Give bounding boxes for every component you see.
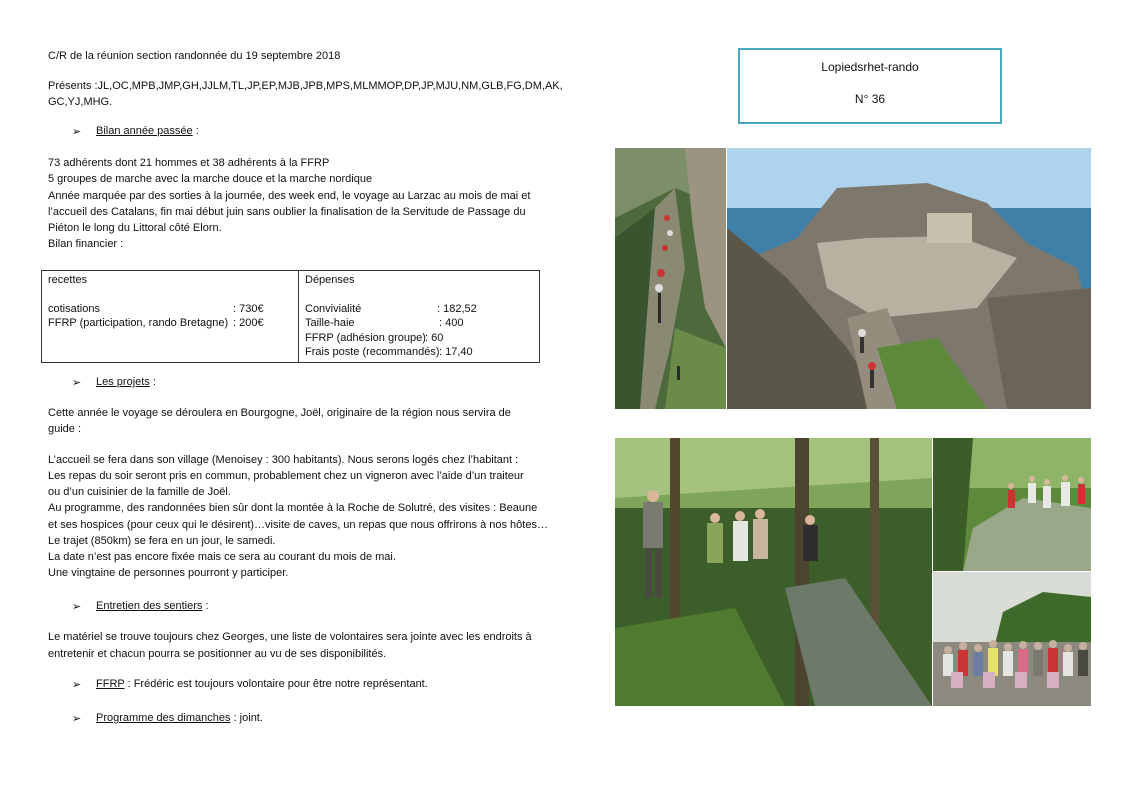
presents-line-1: Présents :JL,OC,MPB,JMP,GH,JJLM,TL,JP,EP,MJB,JPB,MPS,MLMMOP,DP,JP,MJU,NM,GLB,FG,DM,AK, bbox=[48, 80, 563, 92]
programme-title: Programme des dimanches bbox=[96, 712, 231, 724]
bullet-arrow-icon: ➢ bbox=[72, 126, 82, 138]
bilan-line: Année marquée par des sorties à la journée, des week end, le voyage au Larzac au mois de mai et bbox=[48, 190, 531, 202]
recette-label: FFRP (participation, rando Bretagne) bbox=[48, 317, 229, 329]
projets-line: L’accueil se fera dans son village (Menoisey : 300 habitants). Nous serons logés chez l’habitant : bbox=[48, 454, 519, 466]
depenses-header: Dépenses bbox=[305, 274, 355, 286]
bilan-financier-label: Bilan financier : bbox=[48, 238, 124, 250]
depense-label: Frais poste (recommandés) bbox=[305, 346, 440, 358]
projets-line: La date n’est pas encore fixée mais ce sera au courant du mois de mai. bbox=[48, 551, 396, 563]
report-title: C/R de la réunion section randonnée du 19 septembre 2018 bbox=[48, 50, 341, 62]
depense-label: FFRP (adhésion groupe) bbox=[305, 331, 426, 344]
presents-line-2: GC,YJ,MHG. bbox=[48, 96, 113, 108]
newsletter-title-box bbox=[738, 48, 1002, 124]
entretien-title: Entretien des sentiers bbox=[96, 600, 203, 612]
photo-sea-fort bbox=[727, 148, 1091, 409]
projets-line: ou d’un cuisinier de la famille de Joël. bbox=[48, 486, 231, 498]
depense-value: : 182,52 bbox=[437, 302, 477, 315]
depense-row bbox=[305, 345, 533, 360]
recette-label: cotisations bbox=[48, 302, 100, 315]
bilan-title-suffix: : bbox=[192, 125, 199, 137]
bullet-arrow-icon: ➢ bbox=[72, 679, 82, 691]
bilan-line: 5 groupes de marche avec la marche douce et la marche nordique bbox=[48, 173, 373, 185]
newsletter-name: Lopiedsrhet-rando bbox=[821, 60, 919, 74]
section-programme bbox=[96, 712, 263, 724]
entretien-title-suffix: : bbox=[202, 600, 209, 612]
bilan-line: 73 adhérents dont 21 hommes et 38 adhérents à la FFRP bbox=[48, 157, 330, 169]
depense-label: Convivialité bbox=[305, 302, 362, 315]
photo-forest-stream-hikers bbox=[615, 438, 932, 706]
entretien-line: entretenir et chacun pourra se positionner au vu de ses disponibilités. bbox=[48, 648, 387, 660]
ffrp-text: : Frédéric est toujours volontaire pour être notre représentant. bbox=[124, 678, 428, 690]
recettes-header: recettes bbox=[48, 274, 88, 286]
projets-intro-line: Cette année le voyage se déroulera en Bourgogne, Joël, originaire de la région nous servira de bbox=[48, 407, 511, 419]
depense-value: : 17,40 bbox=[439, 346, 473, 358]
finance-table bbox=[41, 270, 540, 363]
depense-label: Taille-haie bbox=[305, 317, 355, 329]
projets-line: Les repas du soir seront pris en commun, probablement chez un vigneron avec l’aide d’un traiteur bbox=[48, 470, 524, 482]
bilan-line: Piéton le long du Littoral côté Elorn. bbox=[48, 222, 222, 234]
projets-title: Les projets bbox=[96, 376, 150, 388]
photo-coastal-path-hikers bbox=[615, 148, 726, 409]
photo-group-portrait bbox=[933, 572, 1091, 706]
projets-line: Une vingtaine de personnes pourront y participer. bbox=[48, 567, 289, 579]
recette-value: : 200€ bbox=[233, 317, 264, 329]
bilan-title: Bilan année passée bbox=[96, 125, 193, 137]
newsletter-number: N° 36 bbox=[854, 92, 886, 106]
recette-row bbox=[48, 302, 292, 317]
bilan-line: l’accueil des Catalans, fin mai début juin sans oublier la finalisation de la Servitude de Passage du bbox=[48, 206, 526, 218]
depense-row bbox=[305, 316, 533, 331]
entretien-line: Le matériel se trouve toujours chez Georges, une liste de volontaires sera jointe avec les endroits à bbox=[48, 631, 532, 643]
projets-line: Le trajet (850km) se fera en un jour, le samedi. bbox=[48, 535, 276, 547]
section-heading-projets bbox=[96, 376, 156, 388]
recette-value: : 730€ bbox=[233, 302, 264, 315]
projets-line: et ses hospices (pour ceux qui le désirent)…visite de caves, un repas que nous offrirons à nos hôtes… bbox=[48, 519, 548, 531]
bullet-arrow-icon: ➢ bbox=[72, 601, 82, 613]
photo-group-wet-path bbox=[933, 438, 1091, 571]
depense-row bbox=[305, 331, 533, 346]
section-heading-entretien bbox=[96, 600, 209, 612]
bullet-arrow-icon: ➢ bbox=[72, 713, 82, 725]
projets-line: Au programme, des randonnées bien sûr dont la montée à la Roche de Solutré, des visites : Beaune bbox=[48, 502, 538, 514]
projets-title-suffix: : bbox=[149, 376, 156, 388]
projets-intro-line: guide : bbox=[48, 423, 82, 435]
depense-row bbox=[305, 302, 533, 317]
section-ffrp bbox=[96, 678, 428, 690]
depense-value: : 60 bbox=[425, 331, 444, 344]
depenses-cell bbox=[299, 271, 540, 363]
recettes-cell bbox=[42, 271, 299, 363]
recette-row bbox=[48, 316, 292, 331]
section-heading-bilan bbox=[96, 125, 199, 137]
programme-text: : joint. bbox=[230, 712, 263, 724]
bullet-arrow-icon: ➢ bbox=[72, 377, 82, 389]
depense-value: : 400 bbox=[439, 317, 464, 329]
ffrp-title: FFRP bbox=[96, 678, 125, 690]
